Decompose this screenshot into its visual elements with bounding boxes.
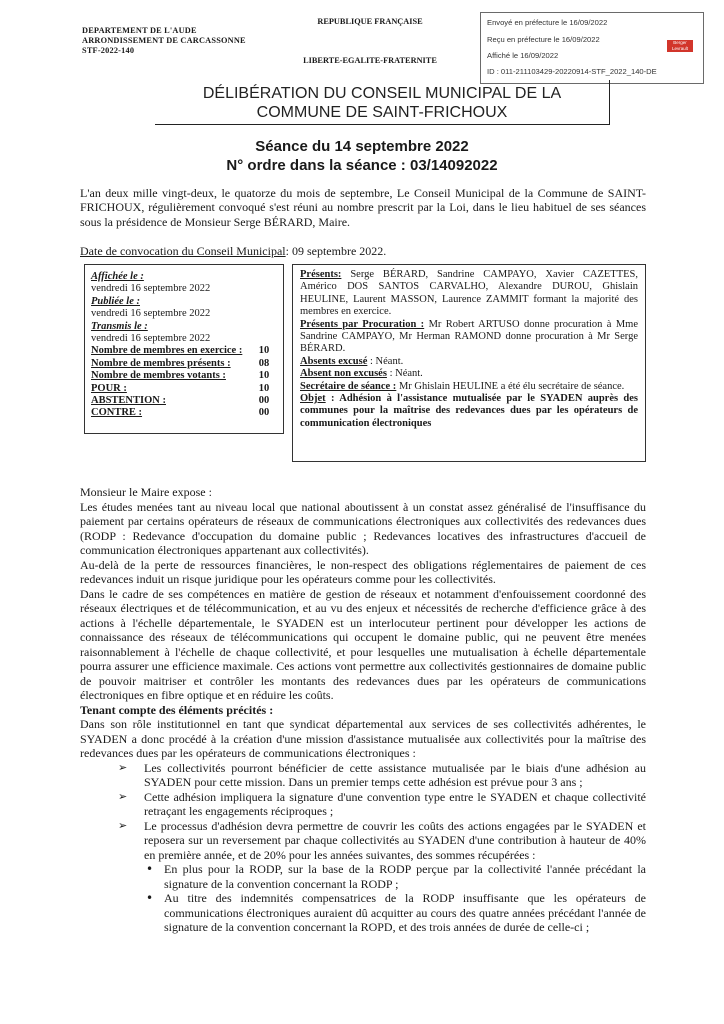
- convocation-value: : 09 septembre 2022.: [285, 244, 387, 258]
- prefecture-stamp: [480, 12, 704, 84]
- body-paragraph: Au-delà de la perte de ressources financières, le non-respect des obligations réglementaires de paiement de ces redevances induit un risque juridique pour les opérateurs comme pour les collectivités.: [80, 557, 646, 586]
- arrow-bullet-icon: ➢: [118, 818, 128, 832]
- title-line-2: COMMUNE DE SAINT-FRICHOUX: [256, 104, 508, 121]
- seance-heading: [160, 137, 564, 175]
- list-item: ➢ Les collectivités pourront bénéficier de cette assistance mutualisée par le biais d'une adhésion au SYADEN pour cette mission. Dans un premier temps cette adhésion est prévue pour 3 ans ;: [118, 760, 646, 789]
- publiee-value: vendredi 16 septembre 2022: [91, 308, 211, 320]
- seance-date: Séance du 14 septembre 2022: [255, 138, 469, 155]
- seance-order: N° ordre dans la séance : 03/14092022: [226, 157, 498, 174]
- arrondissement-line: ARRONDISSEMENT DE CARCASSONNE: [82, 36, 246, 45]
- motto-label: LIBERTE-EGALITE-FRATERNITE: [303, 56, 437, 65]
- secretaire-entry: Secrétaire de séance : Mr Ghislain HEULINE a été élu secrétaire de séance.: [300, 380, 625, 392]
- procuration-entry: Présents par Procuration : Mr Robert ARTUSO donne procuration à Mme Sandrine CAMPAYO, Mr Herman RAMOND donne procuration à Mr Serge BÉRARD.: [300, 318, 638, 355]
- intro-paragraph: L'an deux mille vingt-deux, le quatorze du mois de septembre, Le Conseil Municipal de la Commune de SAINT-FRICHOUX, régulièrement convoqué s'est réuni au nombre prescrit par la Loi, dans le lieu habituel de ses séances sous la présidence de Monsieur Serge BÉRARD, Maire.: [80, 186, 646, 229]
- title-line-1: DÉLIBÉRATION DU CONSEIL MUNICIPAL DE LA: [202, 85, 562, 102]
- stamp-received: Reçu en préfecture le 16/09/2022: [487, 35, 600, 44]
- deliberation-body: [80, 485, 646, 935]
- absent-excuse-entry: Absents excusé : Néant.: [300, 355, 404, 367]
- count-row: ABSTENTION : 00: [91, 395, 270, 407]
- republic-label: REPUBLIQUE FRANÇAISE: [317, 17, 423, 26]
- department-header: [82, 26, 282, 56]
- body-paragraph: Les études menées tant au niveau local que national aboutissent à un constat assez généralisé de l'insuffisance du paiement par certains opérateurs de réseaux de communications électroniques aux collectivités des redevances dues (RODP : Redevance d'occupation du domaine public ; Redevances locatives des infrastructures d'accueil de communication électroniques appartenant aux collectivités).: [80, 499, 646, 557]
- body-paragraph: Monsieur le Maire expose :: [80, 485, 212, 499]
- list-item: ➢ Cette adhésion impliquera la signature d'une convention type entre le SYADEN et chaque collectivité retraçant les engagements réciproques ;: [118, 789, 646, 818]
- stamp-posted: Affiché le 16/09/2022: [487, 51, 559, 60]
- body-paragraph: Dans son rôle institutionnel en tant que syndicat départemental aux services de ses collectivités adhérentes, le SYADEN a donc procédé à la création d'une mission d'assistance mutualisée aux collectivités pour la maîtrise des redevances dues par les opérateurs de communications électroniques :: [80, 717, 646, 760]
- objet-entry: Objet : Adhésion à l'assistance mutualisée par le SYADEN auprès des communes pour la maîtrise des redevances dues par les opérateurs de communication électroniques: [300, 393, 638, 429]
- count-row: Nombre de membres présents : 08: [91, 357, 270, 369]
- dot-bullet-icon: •: [146, 891, 154, 905]
- absent-non-excuse-entry: Absent non excusés : Néant.: [300, 368, 423, 380]
- body-paragraph: Dans le cadre de ses compétences en matière de gestion de réseaux et notamment d'enfouissement coordonné des réseaux électriques et de télécommunication, et au vu des enjeux et nécessités de recherche d'efficience grâce à des actions à l'échelle départementale, le SYADEN est un interlocuteur pertinent pour développer les actions de connaissance des réseaux de télécommunications qui occupent le domaine public, qui ne peuvent être menées raisonnablement à l'échelle de chaque collectivité, et pour lesquelles une mutualisation à échelle départementale pourra assurer une efficience maximale. Ces actions vont permettre aux collectivités gestionnaires de domaine public de pouvoir maitriser et contrôler les montants des redevances dues par les opérateurs de communications électroniques en fibre optique et en réduire les coûts.: [80, 586, 646, 702]
- count-row: Nombre de membres votants : 10: [91, 370, 270, 382]
- body-heading: Tenant compte des éléments précités :: [80, 702, 274, 717]
- republic-header: [290, 17, 450, 65]
- transmis-value: vendredi 16 septembre 2022: [91, 333, 211, 345]
- count-row: Nombre de membres en exercice : 10: [91, 345, 270, 357]
- attendance-box: [292, 264, 646, 462]
- arrow-bullet-icon: ➢: [118, 789, 128, 803]
- presents-entry: Présents: Serge BÉRARD, Sandrine CAMPAYO, Xavier CAZETTES, Américo DOS SANTOS CARVALHO, Alexandre DUROU, Ghislain HEULINE, Laurent MASSON, Laurence ZAMMIT formant la majorité des membres en exercice.: [300, 269, 638, 318]
- transmis-label: Transmis le :: [91, 320, 148, 332]
- berger-levrault-logo-icon: Berger Levrault: [667, 40, 693, 52]
- convocation-date: [80, 244, 386, 259]
- sub-list-item: • Au titre des indemnités compensatrices de la RODP insuffisante que les opérateurs de communications électroniques auraient dû acquitter au cours des quatre années précédant l'année de signature de la convention concernant la ROPD, et des trois années de durée de celle-ci ;: [146, 891, 646, 934]
- count-row: CONTRE : 00: [91, 407, 270, 419]
- reference-line: STF-2022-140: [82, 46, 135, 55]
- stamp-sent: Envoyé en préfecture le 16/09/2022: [487, 18, 608, 27]
- dot-bullet-icon: •: [146, 862, 154, 876]
- department-line: DEPARTEMENT DE L'AUDE: [82, 26, 197, 35]
- publication-box: [84, 264, 284, 434]
- publiee-label: Publiée le :: [91, 295, 140, 307]
- sub-list-item: • En plus pour la RODP, sur la base de la RODP perçue par la collectivité l'année précédant la signature de la convention concernant la RODP ;: [146, 862, 646, 891]
- affichee-label: Affichée le :: [91, 271, 144, 282]
- convocation-label: Date de convocation du Conseil Municipal: [80, 244, 286, 258]
- count-row: POUR : 10: [91, 382, 270, 394]
- affichee-value: vendredi 16 septembre 2022: [91, 283, 211, 295]
- page-title: [155, 80, 610, 125]
- stamp-id: ID : 011-211103429-20220914-STF_2022_140-DE: [487, 67, 657, 76]
- arrow-bullet-icon: ➢: [118, 760, 128, 774]
- list-item: ➢ Le processus d'adhésion devra permettre de couvrir les coûts des actions engagées par le SYADEN et reposera sur un reversement par chaque collectivités au SYADEN d'une contribution à hauteur de 40% en première année, et de 20% pour les années suivantes, des sommes récupérées :: [118, 818, 646, 862]
